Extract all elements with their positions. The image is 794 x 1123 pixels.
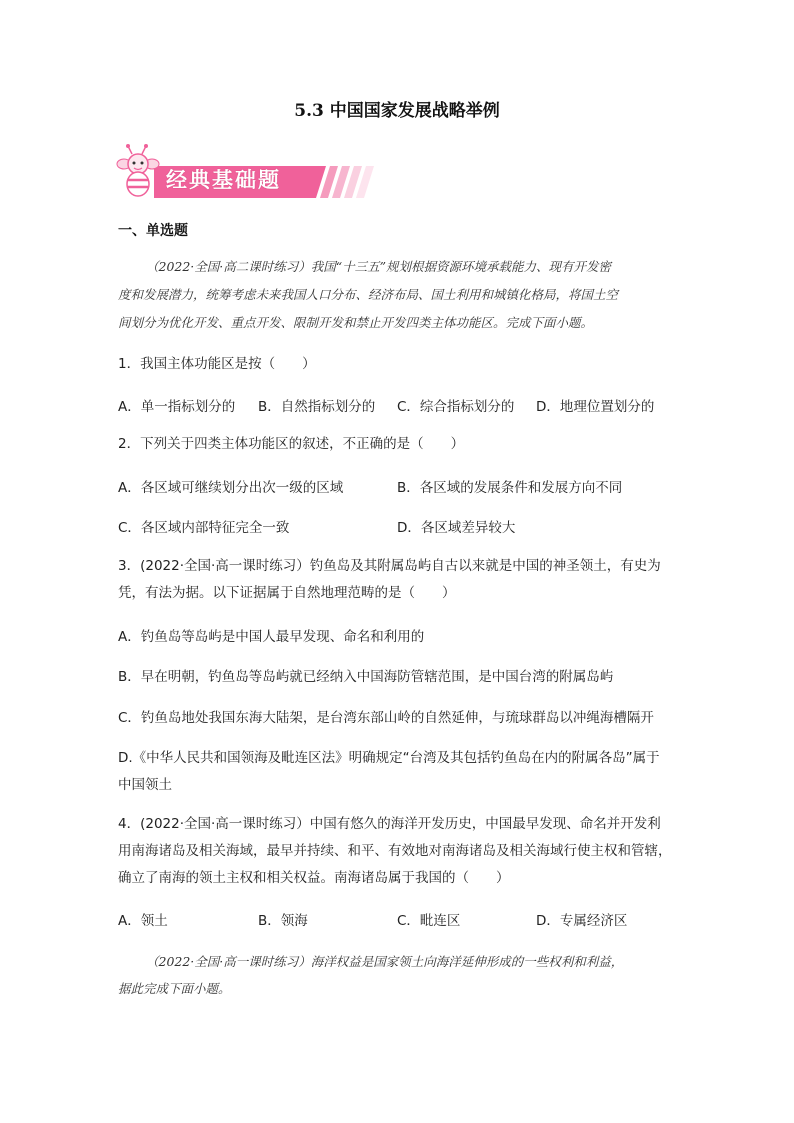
option-a[interactable]: A．单一指标划分的 xyxy=(118,399,236,415)
question-stem: 1．我国主体功能区是按（ ） xyxy=(118,356,316,372)
option-d[interactable]: D．各区域差异较大 xyxy=(397,520,516,536)
option-c[interactable]: C．钓鱼岛地处我国东海大陆架，是台湾东部山岭的自然延伸，与琉球群岛以冲绳海槽隔开 xyxy=(118,710,654,726)
option-d[interactable]: D．专属经济区 xyxy=(536,913,628,929)
option-b[interactable]: B．领海 xyxy=(258,913,308,929)
question-stem: 3．(2022·全国·高一课时练习）钓鱼岛及其附属岛屿自古以来就是中国的神圣领土，有史为 xyxy=(118,558,661,574)
option-b[interactable]: B．自然指标划分的 xyxy=(258,399,376,415)
option-a[interactable]: A．各区域可继续划分出次一级的区域 xyxy=(118,480,344,496)
intro-line: 间划分为优化开发、重点开发、限制开发和禁止开发四类主体功能区。完成下面小题。 xyxy=(118,315,594,330)
question-stem: 4．(2022·全国·高一课时练习）中国有悠久的海洋开发历史，中国最早发现、命名并开发利 xyxy=(118,816,661,832)
option-a[interactable]: A．领土 xyxy=(118,913,168,929)
option-c[interactable]: C．综合指标划分的 xyxy=(397,399,515,415)
intro-line: 度和发展潜力，统筹考虑未来我国人口分布、经济布局、国土利用和城镇化格局，将国土空 xyxy=(118,287,619,302)
option-b[interactable]: B．早在明朝，钓鱼岛等岛屿就已经纳入中国海防管辖范围，是中国台湾的附属岛屿 xyxy=(118,669,614,685)
option-c[interactable]: C．毗连区 xyxy=(397,913,461,929)
question-stem: 2．下列关于四类主体功能区的叙述，不正确的是（ ） xyxy=(118,436,465,452)
option-b[interactable]: B．各区域的发展条件和发展方向不同 xyxy=(397,480,623,496)
section-heading: 一、单选题 xyxy=(118,223,188,239)
intro-line: （2022·全国·高一课时练习）海洋权益是国家领土向海洋延伸形成的一些权利和利益， xyxy=(146,954,624,969)
option-d-continued: 中国领土 xyxy=(118,777,172,793)
question-stem: 凭，有法为据。以下证据属于自然地理范畴的是（ ） xyxy=(118,585,456,601)
question-stem: 用南海诸岛及相关海域，最早并持续、和平、有效地对南海诸岛及相关海域行使主权和管辖， xyxy=(118,843,672,859)
question-stem: 确立了南海的领土主权和相关权益。南海诸岛属于我国的（ ） xyxy=(118,870,510,886)
bee-mascot-icon xyxy=(116,144,166,202)
intro-line: （2022·全国·高二课时练习）我国“十三五”规划根据资源环境承载能力、现有开发密 xyxy=(146,259,612,274)
intro-line: 据此完成下面小题。 xyxy=(118,981,231,996)
option-d[interactable]: D．地理位置划分的 xyxy=(536,399,655,415)
section-banner xyxy=(116,144,376,202)
page-title: 5.3 中国国家发展战略举例 xyxy=(294,101,500,121)
option-c[interactable]: C．各区域内部特征完全一致 xyxy=(118,520,290,536)
option-a[interactable]: A．钓鱼岛等岛屿是中国人最早发现、命名和利用的 xyxy=(118,629,425,645)
banner-label: 经典基础题 xyxy=(166,168,281,192)
option-d[interactable]: D.《中华人民共和国领海及毗连区法》明确规定“台湾及其包括钓鱼岛在内的附属各岛”属于 xyxy=(118,750,660,766)
